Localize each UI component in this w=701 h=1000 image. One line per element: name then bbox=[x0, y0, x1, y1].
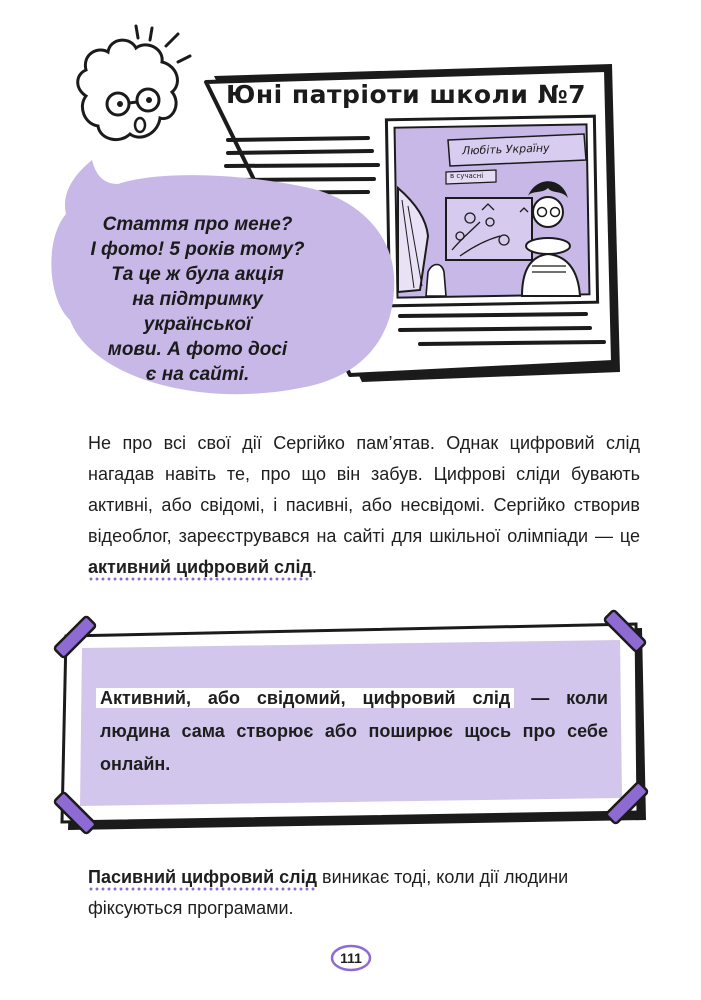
photo-sign-text: в сучасні bbox=[450, 172, 484, 180]
newspaper-headline: Юні патріоти школи №7 bbox=[226, 80, 587, 109]
bubble-line: Та це ж була акція bbox=[111, 264, 284, 285]
definition-body: — коли людина сама створює або поширює щось про себе онлайн. bbox=[100, 688, 608, 774]
body-paragraph-1 bbox=[88, 428, 640, 583]
bubble-line: І фото! 5 років тому? bbox=[90, 239, 305, 260]
speech-bubble-text bbox=[85, 212, 310, 387]
paragraph-end: . bbox=[311, 557, 317, 577]
key-term-active: активний цифровий слід bbox=[88, 557, 312, 581]
bubble-line: на підтримку української bbox=[132, 289, 263, 335]
page-number: 111 bbox=[340, 950, 362, 966]
photo-banner-text: Любіть Україну bbox=[461, 141, 550, 158]
character-head bbox=[78, 26, 190, 140]
body-paragraph-2 bbox=[88, 862, 640, 924]
definition-text bbox=[100, 682, 608, 781]
photo-board bbox=[446, 198, 532, 260]
definition-term: Активний, або свідомий, цифровий слід bbox=[96, 688, 514, 708]
paragraph-text: Не про всі свої дії Сергійко пам’ятав. Однак цифровий слід нагадав навіть те, про що він забув. Цифрові сліди бувають активні, або свідомі, і пасивні, або несвідомі. Сергійко створив відеоблог, зареєструвався на сайті для шкільної олімпіади — це bbox=[88, 433, 640, 546]
bubble-line: є на сайті. bbox=[145, 364, 250, 385]
paragraph-text: виникає тоді, коли дії людини фіксуються програмами. bbox=[88, 867, 569, 918]
bubble-line: Стаття про мене? bbox=[102, 214, 293, 235]
bubble-line: мови. А фото досі bbox=[107, 339, 288, 360]
key-term-passive: Пасивний цифровий слід bbox=[88, 867, 317, 891]
